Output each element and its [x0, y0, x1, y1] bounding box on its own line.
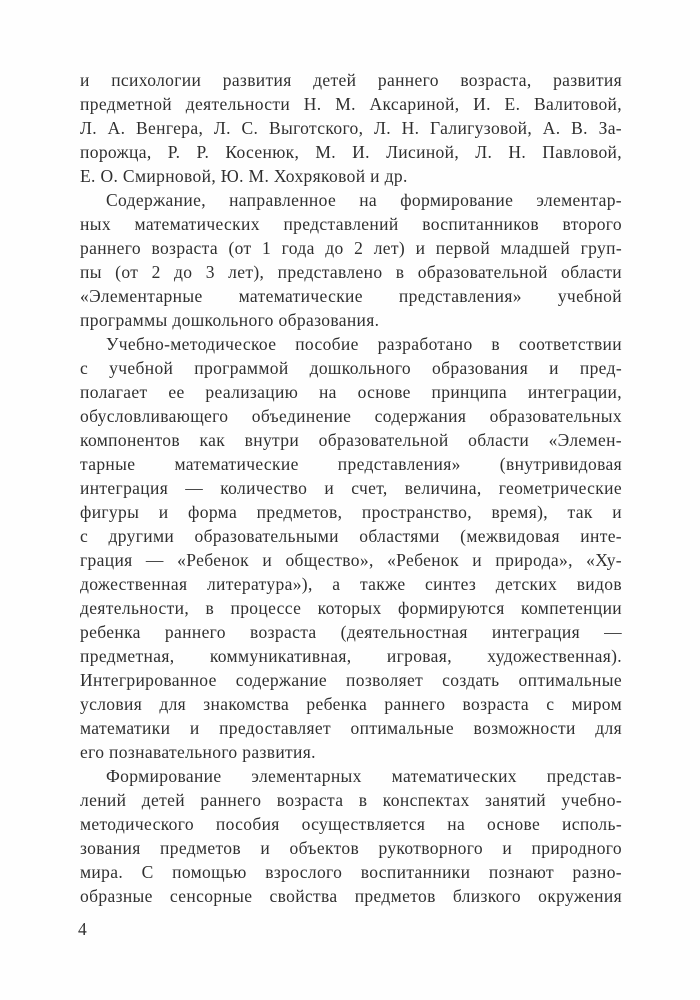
text-line: математики и предоставляет оптимальные возможности для: [80, 718, 622, 738]
text-line: раннего возраста (от 1 года до 2 лет) и первой младшей груп-: [80, 238, 622, 258]
text-line: с учебной программой дошкольного образования и пред-: [80, 358, 622, 378]
text-line: компонентов как внутри образовательной области «Элемен-: [80, 430, 622, 450]
text-line: обусловливающего объединение содержания образовательных: [80, 406, 622, 426]
text-line: условия для знакомства ребенка раннего возраста с миром: [80, 694, 622, 714]
text-line: дожественная литература»), а также синтез детских видов: [80, 574, 622, 594]
text-line: фигуры и форма предметов, пространство, время), так и: [80, 502, 622, 522]
text-line: методического пособия осуществляется на основе исполь-: [80, 814, 622, 834]
text-line: Интегрированное содержание позволяет создать оптимальные: [80, 670, 622, 690]
text-line: Л. А. Венгера, Л. С. Выготского, Л. Н. Галигузовой, А. В. За-: [80, 118, 622, 138]
page-number: 4: [78, 919, 87, 939]
text-line: его познавательного развития.: [80, 742, 316, 762]
text-line: предметной деятельности Н. М. Аксариной, И. Е. Валитовой,: [80, 94, 622, 114]
text-line: интеграция — количество и счет, величина, геометрические: [80, 478, 622, 498]
text-line: ребенка раннего возраста (деятельностная интеграция —: [80, 622, 622, 642]
text-line: Формирование элементарных математических представ-: [106, 766, 622, 786]
text-line: с другими образовательными областями (межвидовая инте-: [80, 526, 622, 546]
text-line: и психологии развития детей раннего возраста, развития: [80, 70, 622, 90]
text-line: лений детей раннего возраста в конспектах занятий учебно-: [80, 790, 622, 810]
text-line: «Элементарные математические представления» учебной: [80, 286, 622, 306]
page-text: [80, 68, 622, 908]
text-line: полагает ее реализацию на основе принципа интеграции,: [80, 382, 622, 402]
text-line: зования предметов и объектов рукотворного и природного: [80, 838, 622, 858]
text-line: мира. С помощью взрослого воспитанники познают разно-: [80, 862, 622, 882]
text-line: образные сенсорные свойства предметов близкого окружения: [80, 886, 622, 906]
text-line: предметная, коммуникативная, игровая, художественная).: [80, 646, 622, 666]
text-line: тарные математические представления» (внутривидовая: [80, 454, 622, 474]
text-line: ных математических представлений воспитанников второго: [80, 214, 622, 234]
text-line: Учебно-методическое пособие разработано в соответствии: [106, 334, 622, 354]
text-line: пы (от 2 до 3 лет), представлено в образовательной области: [80, 262, 622, 282]
text-line: программы дошкольного образования.: [80, 310, 380, 330]
text-line: порожца, Р. Р. Косенюк, М. И. Лисиной, Л. Н. Павловой,: [80, 142, 622, 162]
text-line: Е. О. Смирновой, Ю. М. Хохряковой и др.: [80, 166, 408, 186]
text-line: грация — «Ребенок и общество», «Ребенок и природа», «Ху-: [80, 550, 622, 570]
text-line: Содержание, направленное на формирование элементар-: [106, 190, 622, 210]
text-line: деятельности, в процессе которых формируются компетенции: [80, 598, 622, 618]
